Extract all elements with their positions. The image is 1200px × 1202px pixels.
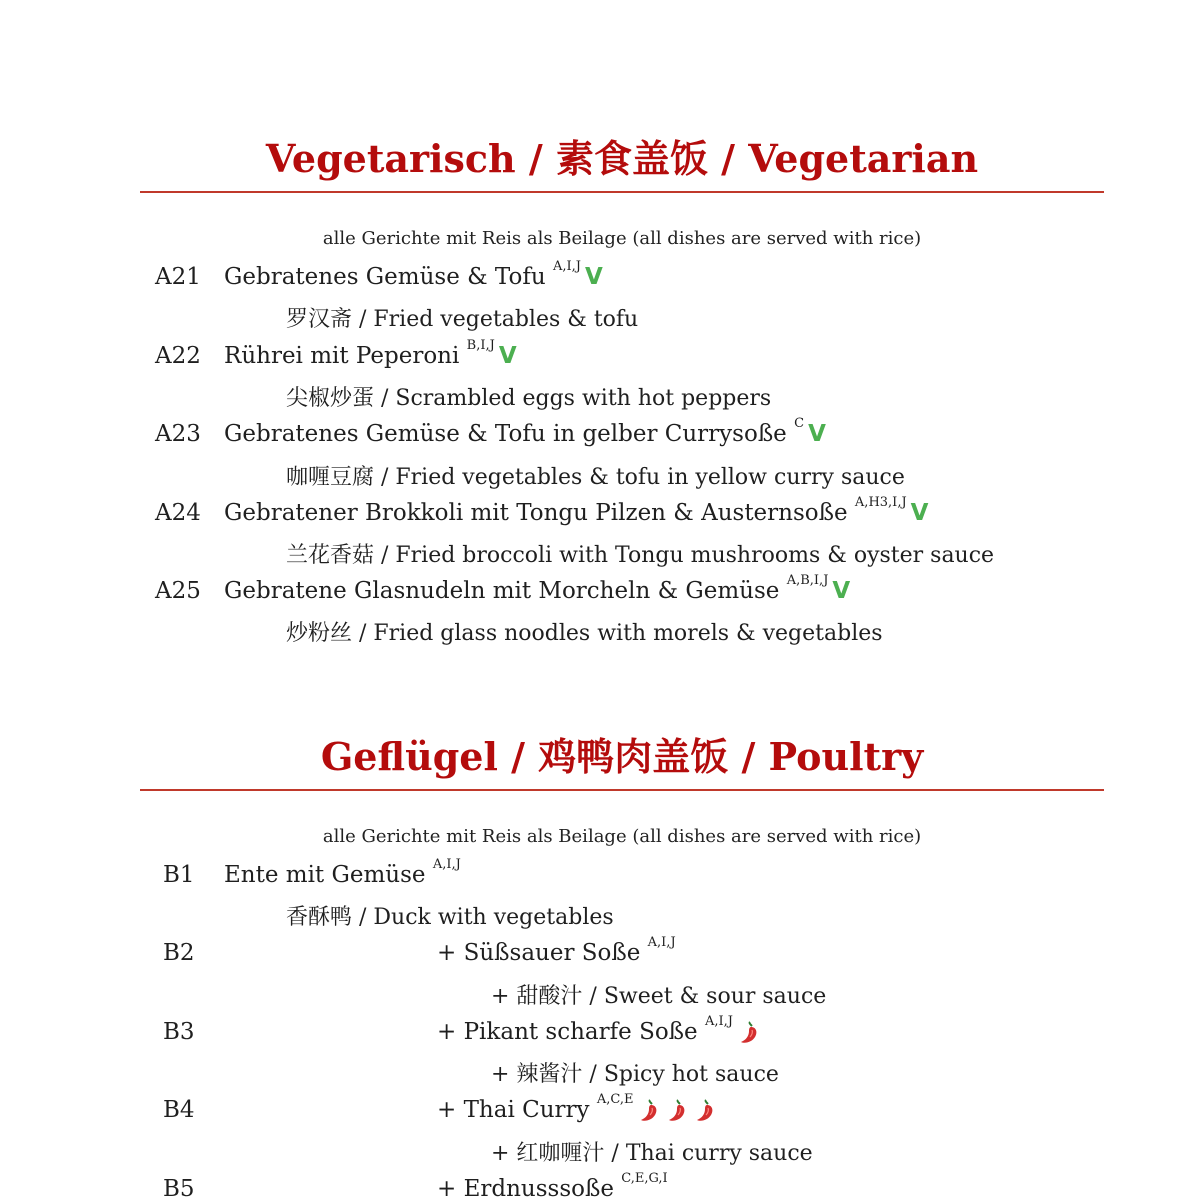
section-title-poultry: Geflügel / 鸡鸭肉盖饭 / Poultry: [320, 734, 924, 779]
item-translation: + 红咖喱汁 / Thai curry sauce: [491, 1141, 813, 1166]
rice-note: alle Gerichte mit Reis als Beilage (all dishes are served with rice): [322, 228, 922, 249]
item-name: + Erdnusssoße $^{C,E,G,I}$: [437, 1171, 668, 1202]
allergen-codes: A,C,E: [596, 1092, 634, 1107]
vegan-badge: V: [584, 264, 603, 290]
item-name: Rührei mit Peperoni $^{B,I,J}$ V: [224, 338, 517, 369]
vegan-badge: V: [832, 578, 851, 604]
allergen-codes: A,B,I,J: [786, 573, 829, 588]
allergen-codes: C,E,G,I: [621, 1171, 668, 1186]
item-code: A24: [155, 500, 201, 526]
item-translation: 罗汉斋 / Fried vegetables & tofu: [286, 307, 639, 332]
divider: [140, 789, 1104, 791]
vegan-badge: V: [910, 500, 929, 526]
item-code: A25: [155, 578, 201, 604]
item-name: Gebratenes Gemüse & Tofu $^{A,I,J}$ V: [224, 259, 603, 290]
item-translation: + 辣酱汁 / Spicy hot sauce: [491, 1062, 779, 1087]
item-code: B5: [163, 1176, 195, 1202]
allergen-codes: B,I,J: [466, 338, 495, 353]
item-code: B2: [163, 940, 195, 966]
item-code: A23: [155, 421, 201, 447]
chili-pepper-icon: [637, 1099, 661, 1123]
allergen-codes: A,I,J: [704, 1014, 733, 1029]
item-translation: 香酥鸭 / Duck with vegetables: [286, 905, 614, 930]
item-name: + Thai Curry $^{A,C,E}$: [437, 1097, 717, 1123]
item-name: Gebratene Glasnudeln mit Morcheln & Gemüse $^{A,B,I,J}$ V: [224, 573, 851, 604]
chili-pepper-icon: [665, 1099, 689, 1123]
divider: [140, 191, 1104, 193]
item-name: + Pikant scharfe Soße $^{A,I,J}$: [437, 1019, 761, 1045]
item-name: Gebratener Brokkoli mit Tongu Pilzen & Austernsoße $^{A,H3,I,J}$ V: [224, 495, 929, 526]
item-code: A21: [155, 264, 201, 290]
section-title-vegetarian: Vegetarisch / 素食盖饭 / Vegetarian: [265, 136, 979, 181]
allergen-codes: A,H3,I,J: [854, 495, 907, 510]
rice-note: alle Gerichte mit Reis als Beilage (all dishes are served with rice): [322, 826, 922, 847]
item-code: B4: [163, 1097, 195, 1123]
item-code: B1: [163, 862, 195, 888]
item-code: B3: [163, 1019, 195, 1045]
item-name: Ente mit Gemüse $^{A,I,J}$: [224, 857, 461, 888]
item-translation: 炒粉丝 / Fried glass noodles with morels & vegetables: [286, 621, 883, 646]
allergen-codes: C: [794, 416, 805, 431]
chili-pepper-icon: [737, 1021, 761, 1045]
allergen-codes: A,I,J: [552, 259, 581, 274]
item-name: + Süßsauer Soße $^{A,I,J}$: [437, 935, 676, 966]
item-translation: + 甜酸汁 / Sweet & sour sauce: [491, 984, 827, 1009]
item-translation: 咖喱豆腐 / Fried vegetables & tofu in yellow curry sauce: [286, 465, 905, 490]
item-translation: 尖椒炒蛋 / Scrambled eggs with hot peppers: [286, 386, 772, 411]
item-translation: 兰花香菇 / Fried broccoli with Tongu mushrooms & oyster sauce: [286, 543, 995, 568]
chili-pepper-icon: [693, 1099, 717, 1123]
item-name: Gebratenes Gemüse & Tofu in gelber Currysoße $^C$ V: [224, 416, 826, 447]
allergen-codes: A,I,J: [432, 857, 461, 872]
item-code: A22: [155, 343, 201, 369]
vegan-badge: V: [808, 421, 826, 447]
vegan-badge: V: [498, 343, 517, 369]
allergen-codes: A,I,J: [647, 935, 676, 950]
